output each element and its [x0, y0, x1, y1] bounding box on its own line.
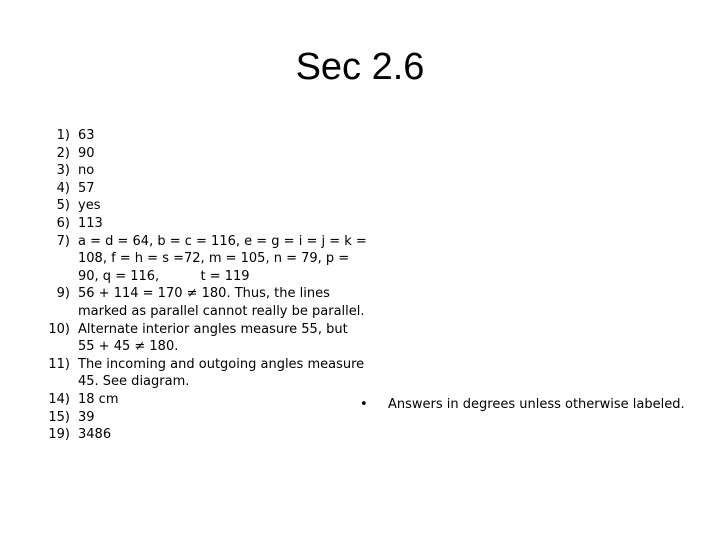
answer-item [38, 321, 368, 356]
answer-text: 90 [78, 145, 95, 161]
answer-item [38, 409, 368, 427]
answer-item [38, 180, 368, 198]
answer-text: 63 [78, 128, 95, 143]
answer-number: 3) [56, 163, 70, 179]
answer-item [38, 356, 368, 391]
answer-text: The incoming and outgoing angles measure 45. See diagram. [78, 356, 365, 390]
answer-item [38, 127, 368, 145]
answer-text: 3486 [78, 427, 112, 443]
answer-number: 14) [48, 391, 70, 407]
answer-number: 15) [48, 409, 70, 425]
units-note [360, 396, 685, 414]
answer-text: 57 [78, 180, 95, 196]
bullet-icon: • [360, 397, 368, 412]
answer-list [38, 127, 371, 444]
answer-item [38, 145, 368, 163]
answer-number: 5) [56, 198, 70, 214]
answer-number: 11) [48, 356, 70, 372]
slide-title: Sec 2.6 [295, 46, 425, 88]
answer-number: 19) [48, 427, 70, 443]
answer-item [38, 215, 368, 233]
answer-number: 10) [48, 321, 70, 337]
answer-number: 2) [56, 145, 70, 161]
answer-number: 1) [56, 128, 70, 143]
answer-item [38, 285, 368, 320]
answer-number: 6) [56, 215, 70, 231]
answer-text: no [78, 163, 95, 179]
answer-number: 4) [56, 180, 70, 196]
answer-text: yes [78, 198, 101, 214]
answer-item [38, 426, 368, 444]
answer-text: 113 [78, 215, 103, 231]
answer-item [38, 391, 368, 409]
answer-text: 18 cm [78, 391, 119, 407]
answer-item [38, 162, 368, 180]
answer-item [38, 233, 371, 286]
answer-text: a = d = 64, b = c = 116, e = g = i = j = k = 108, f = h = s =72, m = 105, n = 79, p = 90, q = 116, t = 119 [78, 233, 371, 284]
answer-item [38, 197, 368, 215]
answer-number: 9) [56, 286, 70, 302]
answer-text: 39 [78, 409, 95, 425]
answer-text: 56 + 114 = 170 ≠ 180. Thus, the lines marked as parallel cannot really be parallel. [78, 286, 365, 319]
answer-text: Alternate interior angles measure 55, but 55 + 45 ≠ 180. [78, 321, 348, 355]
answer-number: 7) [56, 233, 70, 249]
units-note-text: Answers in degrees unless otherwise labeled. [388, 397, 685, 412]
